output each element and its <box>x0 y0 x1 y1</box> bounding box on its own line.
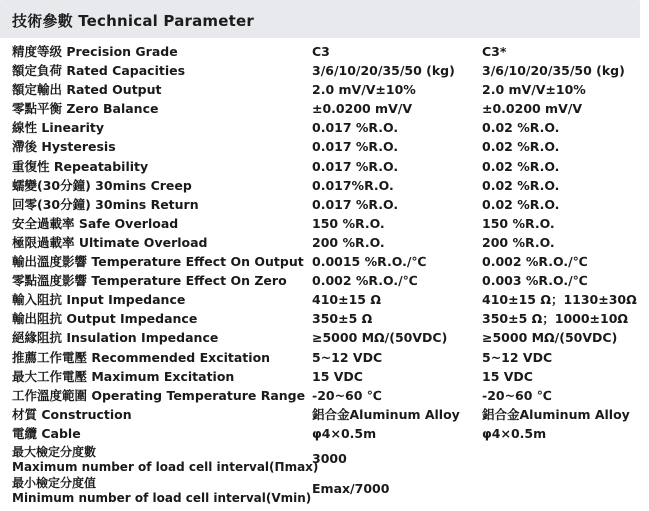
param-value-c3: 0.017 %R.O. <box>312 139 399 155</box>
param-value-c3star: 0.002 %R.O./℃ <box>482 254 588 270</box>
table-row <box>0 137 649 156</box>
param-value-c3: -20~60 ℃ <box>312 387 382 403</box>
param-value-c3: φ4×0.5m <box>312 425 377 441</box>
table-row <box>0 348 649 367</box>
param-value-c3star: 0.02 %R.O. <box>482 177 560 193</box>
param-value-c3: ±0.0200 mV/V <box>312 101 412 117</box>
param-value-c3star: 2.0 mV/V±10% <box>482 82 586 98</box>
param-label: 線性 Linearity <box>12 120 104 136</box>
param-value-c3star: 鋁合金Aluminum Alloy <box>482 406 630 422</box>
param-value-c3: 200 %R.O. <box>312 234 385 250</box>
param-value-c3star: φ4×0.5m <box>482 425 547 441</box>
param-value-c3star: 3/6/10/20/35/50 (kg) <box>482 63 625 79</box>
param-label-zh: 最大檢定分度數 <box>12 445 97 459</box>
table-row <box>0 290 649 309</box>
table-row <box>0 386 649 405</box>
table-row <box>0 309 649 328</box>
param-value-c3: 鋁合金Aluminum Alloy <box>312 406 460 422</box>
param-label: 材質 Construction <box>12 406 132 422</box>
table-row <box>0 99 649 118</box>
param-value-c3star: ±0.0200 mV/V <box>482 101 582 117</box>
param-value-c3: 15 VDC <box>312 368 363 384</box>
param-value-c3: 410±15 Ω <box>312 292 381 308</box>
param-value-c3star: 15 VDC <box>482 368 533 384</box>
param-label: 零點溫度影響 Temperature Effect On Zero <box>12 273 287 289</box>
param-label: 推薦工作電壓 Recommended Excitation <box>12 349 271 365</box>
param-value-c3: 0.017 %R.O. <box>312 158 399 174</box>
param-label-en: Minimum number of load cell interval(Vmin) <box>12 491 312 505</box>
param-label: 重復性 Repeatability <box>12 158 149 174</box>
param-value-c3: ≥5000 MΩ/(50VDC) <box>312 330 448 346</box>
param-value-c3: 0.002 %R.O./℃ <box>312 273 418 289</box>
param-value-c3: 2.0 mV/V±10% <box>312 82 416 98</box>
param-label: 絕緣阻抗 Insulation Impedance <box>12 330 219 346</box>
param-value-c3star: 410±15 Ω；1130±30Ω <box>482 292 637 308</box>
param-value-c3: 150 %R.O. <box>312 215 385 231</box>
table-row <box>0 424 649 443</box>
param-value-c3: 350±5 Ω <box>312 311 373 327</box>
param-value-c3star: 0.003 %R.O./℃ <box>482 273 588 289</box>
param-label: 額定輸出 Rated Output <box>12 82 162 98</box>
param-label: 蠕變(30分鐘) 30mins Creep <box>12 177 192 193</box>
param-label: 工作溫度範圍 Operating Temperature Range <box>12 387 306 403</box>
param-label: 最大工作電壓 Maximum Excitation <box>12 368 235 384</box>
table-row <box>0 80 649 99</box>
param-value-c3star: C3* <box>482 44 507 59</box>
param-label-en: Maximum number of load cell interval(Πmax) <box>12 460 319 474</box>
param-label: 輸出阻抗 Output Impedance <box>12 311 198 327</box>
param-label: 滯後 Hysteresis <box>12 139 116 155</box>
param-value-c3: 0.017%R.O. <box>312 177 394 193</box>
param-value-c3star: 5~12 VDC <box>482 349 553 365</box>
param-value-c3: 0.017 %R.O. <box>312 120 399 136</box>
param-value-c3: 0.017 %R.O. <box>312 196 399 212</box>
param-value-c3: 3/6/10/20/35/50 (kg) <box>312 63 455 79</box>
table-row <box>0 195 649 214</box>
table-row <box>0 233 649 252</box>
table-row <box>0 252 649 271</box>
param-value-c3star: 0.02 %R.O. <box>482 196 560 212</box>
param-value-c3star: 150 %R.O. <box>482 215 555 231</box>
section-title: 技術參數 Technical Parameter <box>12 12 254 30</box>
param-label: 精度等级 Precision Grade <box>12 44 178 59</box>
parameter-table <box>0 42 649 443</box>
table-row <box>0 367 649 386</box>
param-value-c3star: 0.02 %R.O. <box>482 139 560 155</box>
param-value-c3star: ≥5000 MΩ/(50VDC) <box>482 330 618 346</box>
table-row <box>0 176 649 195</box>
param-label: 安全過載率 Safe Overload <box>12 215 179 231</box>
table-row <box>0 61 649 80</box>
param-label <box>12 476 311 506</box>
param-value-c3star: 0.02 %R.O. <box>482 120 560 136</box>
table-row-min-interval <box>0 476 649 509</box>
table-row <box>0 405 649 424</box>
param-label-zh: 最小檢定分度值 <box>12 476 97 490</box>
param-value-c3: 3000 <box>312 451 347 466</box>
table-row <box>0 42 649 61</box>
param-value-c3: C3 <box>312 44 330 59</box>
table-row <box>0 118 649 137</box>
table-row <box>0 271 649 290</box>
param-label: 額定負荷 Rated Capacities <box>12 63 186 79</box>
param-label: 極限過載率 Ultimate Overload <box>12 234 208 250</box>
table-row <box>0 157 649 176</box>
param-value-c3: 0.0015 %R.O./℃ <box>312 254 427 270</box>
param-label: 電纜 Cable <box>12 425 81 441</box>
param-label: 輸入阻抗 Input Impedance <box>12 292 186 308</box>
param-label <box>12 445 318 475</box>
table-row <box>0 328 649 347</box>
table-row <box>0 214 649 233</box>
param-label: 零點平衡 Zero Balance <box>12 101 159 117</box>
param-value-c3: 5~12 VDC <box>312 349 383 365</box>
param-value-c3: Emax/7000 <box>312 481 390 496</box>
param-value-c3star: 0.02 %R.O. <box>482 158 560 174</box>
param-label: 輸出溫度影響 Temperature Effect On Output <box>12 254 304 270</box>
param-value-c3star: 350±5 Ω；1000±10Ω <box>482 311 629 327</box>
param-value-c3star: 200 %R.O. <box>482 234 555 250</box>
section-header <box>0 0 640 38</box>
param-value-c3star: -20~60 ℃ <box>482 387 552 403</box>
param-label: 回零(30分鐘) 30mins Return <box>12 196 199 212</box>
table-row-max-interval <box>0 445 649 478</box>
